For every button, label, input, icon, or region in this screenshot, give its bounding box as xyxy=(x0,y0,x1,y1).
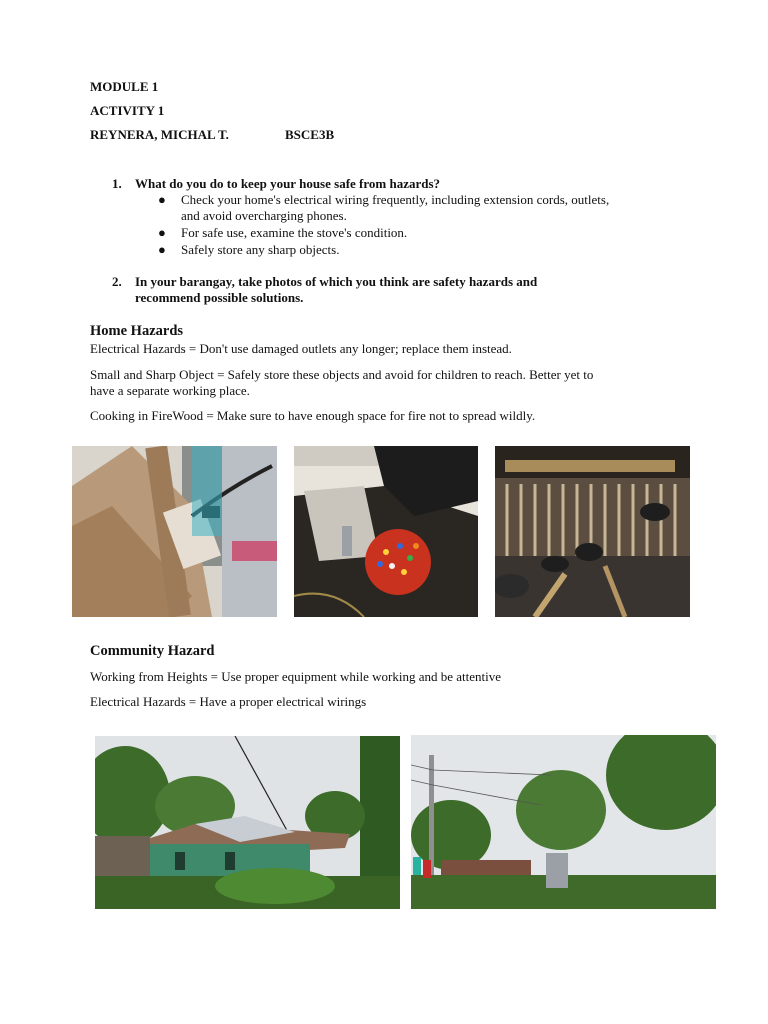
community-hazard-heights: Working from Heights = Use proper equipment while working and be attentive xyxy=(90,669,501,684)
question-2-line1: In your barangay, take photos of which you think are safety hazards and xyxy=(135,274,538,289)
question-1-text: What do you do to keep your house safe from hazards? xyxy=(135,176,441,191)
question-1-number: 1. xyxy=(112,176,122,191)
student-section: BSCE3B xyxy=(285,127,335,142)
bullet-dot: ● xyxy=(158,225,166,240)
bullet-2: For safe use, examine the stove's condition. xyxy=(181,225,408,240)
bullet-1-line1: Check your home's electrical wiring frequently, including extension cords, outlets, xyxy=(181,192,610,207)
question-2-number: 2. xyxy=(112,274,122,289)
home-hazard-sharp-line2: have a separate working place. xyxy=(90,383,250,398)
community-hazard-title: Community Hazard xyxy=(90,643,215,659)
question-2-line2: recommend possible solutions. xyxy=(135,290,304,305)
community-hazard-electrical: Electrical Hazards = Have a proper electrical wirings xyxy=(90,694,367,709)
bullet-dot: ● xyxy=(158,192,166,207)
photo-electrical-post xyxy=(411,735,716,909)
student-name: REYNERA, MICHAL T. xyxy=(90,127,229,142)
activity-label: ACTIVITY 1 xyxy=(90,103,165,118)
home-hazard-sharp-line1: Small and Sharp Object = Safely store these objects and avoid for children to reach. Better yet to xyxy=(90,367,594,382)
home-hazard-firewood: Cooking in FireWood = Make sure to have enough space for fire not to spread wildly. xyxy=(90,408,536,423)
photo-house-roof xyxy=(95,736,400,909)
bullet-dot: ● xyxy=(158,242,166,257)
photo-firewood-kitchen xyxy=(495,446,690,617)
home-hazards-title: Home Hazards xyxy=(90,323,184,339)
home-hazard-electrical: Electrical Hazards = Don't use damaged outlets any longer; replace them instead. xyxy=(90,341,512,356)
photo-sewing-pincushion xyxy=(294,446,478,617)
bullet-3: Safely store any sharp objects. xyxy=(181,242,340,257)
bullet-1-line2: and avoid overcharging phones. xyxy=(181,208,347,223)
module-label: MODULE 1 xyxy=(90,79,159,94)
photo-electrical-outlet xyxy=(72,446,277,617)
